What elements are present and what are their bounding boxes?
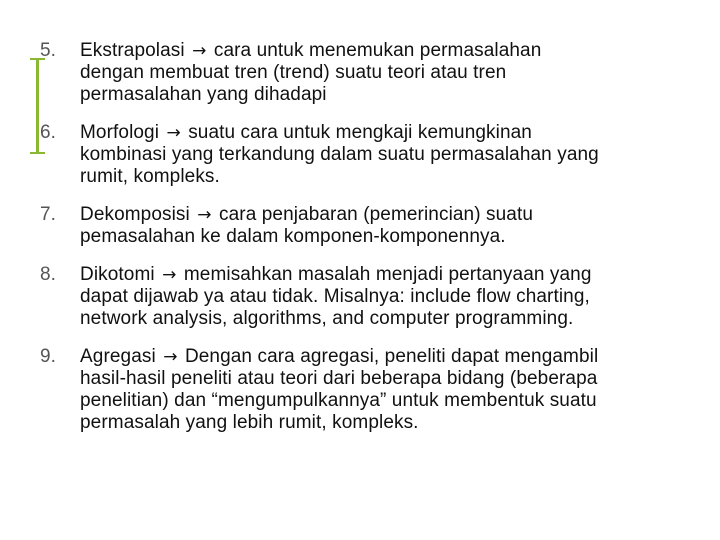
right-arrow-icon: → [163, 347, 178, 367]
right-arrow-icon: → [166, 123, 181, 143]
list-item [40, 204, 700, 248]
item-first-line [80, 264, 700, 286]
item-text: penelitian) dan “mengumpulkannya” untuk membentuk suatu [80, 390, 597, 411]
right-arrow-icon: → [192, 41, 207, 61]
item-text: kombinasi yang terkandung dalam suatu permasalahan yang [80, 144, 599, 165]
item-text: permasalahan yang dihadapi [80, 84, 327, 105]
item-number: 6. [40, 122, 57, 143]
item-text: Dengan cara agregasi, peneliti dapat mengambil [184, 346, 599, 367]
item-text: pemasalahan ke dalam komponen-komponennya. [80, 226, 506, 247]
item-text: dapat dijawab ya atau tidak. Misalnya: include flow charting, [80, 286, 590, 307]
item-number: 8. [40, 264, 57, 285]
item-first-line [80, 122, 700, 144]
right-arrow-icon: → [162, 265, 177, 285]
list-item [40, 40, 700, 106]
item-text: cara untuk menemukan permasalahan [213, 40, 542, 61]
list-item [40, 264, 700, 330]
item-text: network analysis, algorithms, and computer programming. [80, 308, 574, 329]
item-number: 9. [40, 346, 57, 367]
item-term: Morfologi [80, 122, 160, 143]
item-text: cara penjabaran (pemerincian) suatu [219, 204, 534, 225]
item-number: 7. [40, 204, 57, 225]
item-term: Dekomposisi [80, 204, 190, 225]
item-text: memisahkan masalah menjadi pertanyaan yang [183, 264, 592, 285]
item-text: permasalah yang lebih rumit, kompleks. [80, 412, 419, 433]
item-first-line [80, 204, 700, 226]
item-term: Ekstrapolasi [80, 40, 185, 61]
item-term: Dikotomi [80, 264, 155, 285]
item-first-line [80, 40, 700, 62]
item-number: 5. [40, 40, 57, 61]
right-arrow-icon: → [197, 205, 212, 225]
item-text: dengan membuat tren (trend) suatu teori atau tren [80, 62, 507, 83]
numbered-list [40, 40, 700, 450]
item-text: rumit, kompleks. [80, 166, 220, 187]
item-term: Agregasi [80, 346, 156, 367]
item-first-line [80, 346, 700, 368]
item-text: hasil-hasil peneliti atau teori dari beberapa bidang (beberapa [80, 368, 598, 389]
list-item [40, 346, 700, 434]
list-item [40, 122, 700, 188]
item-text: suatu cara untuk mengkaji kemungkinan [188, 122, 532, 143]
accent-bracket [36, 58, 39, 154]
